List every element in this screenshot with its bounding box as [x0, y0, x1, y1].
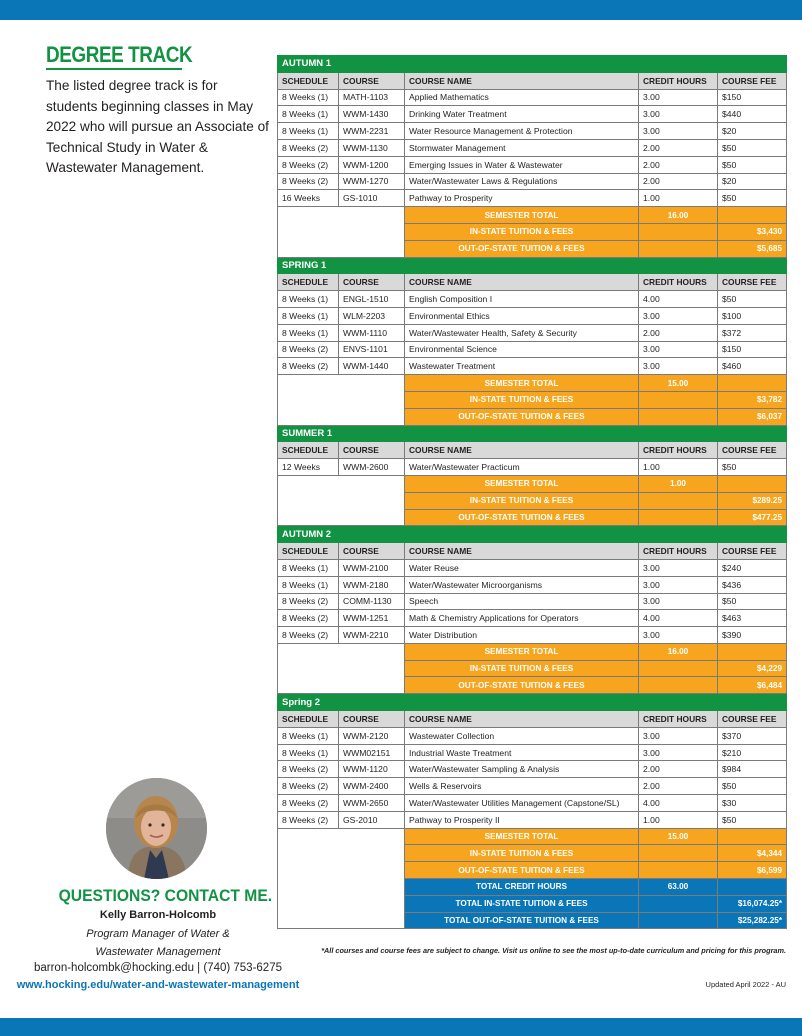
semester-name: Spring 2 — [278, 694, 787, 711]
course-fee: $50 — [718, 156, 787, 173]
column-header: COURSE — [339, 711, 405, 728]
semester-total-label: SEMESTER TOTAL — [405, 207, 639, 224]
course-fee: $100 — [718, 307, 787, 324]
blank-total-cell — [639, 223, 718, 240]
course-credit-hours: 3.00 — [639, 89, 718, 106]
blank-cell — [278, 643, 405, 693]
blank-total-cell — [639, 895, 718, 912]
total-credit-label: TOTAL CREDIT HOURS — [405, 879, 639, 896]
column-header: COURSE — [339, 543, 405, 560]
course-schedule: 8 Weeks (2) — [278, 593, 339, 610]
course-fee: $30 — [718, 795, 787, 812]
course-fee: $984 — [718, 761, 787, 778]
course-name: Environmental Science — [405, 341, 639, 358]
column-header: COURSE NAME — [405, 543, 639, 560]
course-credit-hours: 1.00 — [639, 190, 718, 207]
intro-paragraph: The listed degree track is for students beginning classes in May 2022 who will pursue an Associate of Technical Study in Water & Wastewater Management. — [46, 78, 269, 175]
column-header-row — [278, 72, 787, 89]
course-name: Water/Wastewater Health, Safety & Security — [405, 324, 639, 341]
course-row — [278, 576, 787, 593]
semester-total-credits: 15.00 — [639, 828, 718, 845]
course-code: WWM-2600 — [339, 459, 405, 476]
course-row — [278, 744, 787, 761]
out-state-label: OUT-OF-STATE TUITION & FEES — [405, 509, 639, 526]
course-row — [278, 727, 787, 744]
course-schedule: 8 Weeks (2) — [278, 156, 339, 173]
blank-total-cell — [639, 509, 718, 526]
total-in-state-label: TOTAL IN-STATE TUITION & FEES — [405, 895, 639, 912]
course-row — [278, 341, 787, 358]
column-header: SCHEDULE — [278, 711, 339, 728]
course-row — [278, 778, 787, 795]
course-fee: $463 — [718, 610, 787, 627]
course-row — [278, 459, 787, 476]
course-credit-hours: 4.00 — [639, 291, 718, 308]
course-credit-hours: 3.00 — [639, 576, 718, 593]
in-state-label: IN-STATE TUITION & FEES — [405, 660, 639, 677]
course-fee: $436 — [718, 576, 787, 593]
course-fee: $370 — [718, 727, 787, 744]
column-header-row — [278, 274, 787, 291]
column-header-row — [278, 711, 787, 728]
course-name: Drinking Water Treatment — [405, 106, 639, 123]
blank-total-cell — [718, 643, 787, 660]
course-code: WWM-1440 — [339, 358, 405, 375]
course-schedule: 8 Weeks (2) — [278, 173, 339, 190]
course-code: WWM-2120 — [339, 727, 405, 744]
course-credit-hours: 3.00 — [639, 358, 718, 375]
total-credit-hours: 63.00 — [639, 879, 718, 896]
total-row — [278, 207, 787, 224]
semester-total-credits: 15.00 — [639, 375, 718, 392]
semester-header-row — [278, 257, 787, 274]
column-header: COURSE FEE — [718, 274, 787, 291]
contact-email-phone[interactable]: barron-holcombk@hocking.edu | (740) 753-6275 — [33, 962, 282, 974]
course-name: Wells & Reservoirs — [405, 778, 639, 795]
course-name: Water/Wastewater Laws & Regulations — [405, 173, 639, 190]
course-credit-hours: 3.00 — [639, 106, 718, 123]
column-header: SCHEDULE — [278, 442, 339, 459]
course-credit-hours: 2.00 — [639, 173, 718, 190]
course-schedule: 8 Weeks (1) — [278, 123, 339, 140]
blank-total-cell — [639, 862, 718, 879]
course-schedule: 8 Weeks (2) — [278, 627, 339, 644]
course-schedule: 8 Weeks (1) — [278, 291, 339, 308]
course-credit-hours: 3.00 — [639, 744, 718, 761]
contact-role — [20, 925, 296, 961]
column-header: COURSE FEE — [718, 72, 787, 89]
column-header: CREDIT HOURS — [639, 543, 718, 560]
portrait-image — [106, 778, 207, 879]
course-code: WLM-2203 — [339, 307, 405, 324]
course-code: WWM02151 — [339, 744, 405, 761]
course-row — [278, 324, 787, 341]
course-credit-hours: 2.00 — [639, 139, 718, 156]
blank-total-cell — [639, 240, 718, 257]
course-credit-hours: 3.00 — [639, 341, 718, 358]
course-credit-hours: 4.00 — [639, 795, 718, 812]
in-state-label: IN-STATE TUITION & FEES — [405, 223, 639, 240]
total-row — [278, 475, 787, 492]
column-header-row — [278, 442, 787, 459]
course-schedule: 12 Weeks — [278, 459, 339, 476]
out-state-total: $6,599 — [718, 862, 787, 879]
semester-total-credits: 16.00 — [639, 643, 718, 660]
column-header: COURSE FEE — [718, 711, 787, 728]
semester-total-credits: 16.00 — [639, 207, 718, 224]
course-row — [278, 123, 787, 140]
column-header: COURSE NAME — [405, 442, 639, 459]
blank-total-cell — [639, 391, 718, 408]
course-row — [278, 106, 787, 123]
column-header: CREDIT HOURS — [639, 711, 718, 728]
out-state-label: OUT-OF-STATE TUITION & FEES — [405, 408, 639, 425]
total-out-state-label: TOTAL OUT-OF-STATE TUITION & FEES — [405, 912, 639, 929]
course-code: WWM-1110 — [339, 324, 405, 341]
title-underline — [46, 68, 182, 70]
course-fee: $372 — [718, 324, 787, 341]
course-fee: $150 — [718, 89, 787, 106]
course-row — [278, 593, 787, 610]
course-credit-hours: 3.00 — [639, 593, 718, 610]
course-row — [278, 795, 787, 812]
course-name: Pathway to Prosperity — [405, 190, 639, 207]
course-fee: $50 — [718, 811, 787, 828]
course-credit-hours: 3.00 — [639, 727, 718, 744]
course-row — [278, 811, 787, 828]
course-fee: $210 — [718, 744, 787, 761]
degree-track-table-container — [277, 55, 786, 929]
course-schedule: 8 Weeks (1) — [278, 324, 339, 341]
semester-name: AUTUMN 1 — [278, 56, 787, 73]
in-state-label: IN-STATE TUITION & FEES — [405, 492, 639, 509]
course-row — [278, 627, 787, 644]
out-state-total: $6,484 — [718, 677, 787, 694]
course-code: WWM-1200 — [339, 156, 405, 173]
course-credit-hours: 2.00 — [639, 761, 718, 778]
column-header-row — [278, 543, 787, 560]
out-state-total: $477.25 — [718, 509, 787, 526]
course-schedule: 8 Weeks (2) — [278, 358, 339, 375]
course-fee: $20 — [718, 123, 787, 140]
course-code: GS-1010 — [339, 190, 405, 207]
course-code: WWM-2650 — [339, 795, 405, 812]
course-name: Water/Wastewater Practicum — [405, 459, 639, 476]
total-row — [278, 828, 787, 845]
course-fee: $50 — [718, 190, 787, 207]
semester-name: SPRING 1 — [278, 257, 787, 274]
course-name: Stormwater Management — [405, 139, 639, 156]
course-name: Applied Mathematics — [405, 89, 639, 106]
column-header: SCHEDULE — [278, 72, 339, 89]
contact-role-line1: Program Manager of Water & — [86, 928, 230, 940]
total-row — [278, 375, 787, 392]
course-schedule: 8 Weeks (1) — [278, 307, 339, 324]
course-row — [278, 761, 787, 778]
in-state-total: $3,782 — [718, 391, 787, 408]
course-credit-hours: 4.00 — [639, 610, 718, 627]
course-row — [278, 291, 787, 308]
course-credit-hours: 3.00 — [639, 559, 718, 576]
blank-total-cell — [718, 879, 787, 896]
course-name: Industrial Waste Treatment — [405, 744, 639, 761]
course-schedule: 8 Weeks (2) — [278, 761, 339, 778]
column-header: CREDIT HOURS — [639, 72, 718, 89]
course-row — [278, 358, 787, 375]
column-header: COURSE FEE — [718, 442, 787, 459]
course-credit-hours: 2.00 — [639, 324, 718, 341]
blank-cell — [278, 375, 405, 425]
contact-photo — [106, 778, 207, 879]
course-schedule: 8 Weeks (2) — [278, 811, 339, 828]
course-row — [278, 139, 787, 156]
course-code: ENGL-1510 — [339, 291, 405, 308]
course-fee: $50 — [718, 291, 787, 308]
course-fee: $50 — [718, 593, 787, 610]
degree-track-table — [277, 55, 787, 929]
course-row — [278, 610, 787, 627]
out-state-total: $5,685 — [718, 240, 787, 257]
column-header: CREDIT HOURS — [639, 274, 718, 291]
out-state-label: OUT-OF-STATE TUITION & FEES — [405, 677, 639, 694]
total-row — [278, 643, 787, 660]
course-fee: $240 — [718, 559, 787, 576]
course-fee: $20 — [718, 173, 787, 190]
in-state-label: IN-STATE TUITION & FEES — [405, 845, 639, 862]
semester-total-label: SEMESTER TOTAL — [405, 643, 639, 660]
course-name: English Composition I — [405, 291, 639, 308]
course-code: COMM-1130 — [339, 593, 405, 610]
course-schedule: 16 Weeks — [278, 190, 339, 207]
course-code: WWM-1120 — [339, 761, 405, 778]
blank-total-cell — [718, 207, 787, 224]
course-row — [278, 190, 787, 207]
course-schedule: 8 Weeks (1) — [278, 89, 339, 106]
course-code: ENVS-1101 — [339, 341, 405, 358]
course-name: Wastewater Collection — [405, 727, 639, 744]
course-schedule: 8 Weeks (1) — [278, 576, 339, 593]
course-fee: $150 — [718, 341, 787, 358]
course-code: WWM-1251 — [339, 610, 405, 627]
updated-date: Updated April 2022 - AU — [705, 980, 786, 989]
course-name: Wastewater Treatment — [405, 358, 639, 375]
course-schedule: 8 Weeks (2) — [278, 610, 339, 627]
course-schedule: 8 Weeks (2) — [278, 795, 339, 812]
semester-total-credits: 1.00 — [639, 475, 718, 492]
course-fee: $50 — [718, 139, 787, 156]
blank-total-cell — [639, 912, 718, 929]
course-fee: $50 — [718, 778, 787, 795]
blank-total-cell — [639, 677, 718, 694]
contact-name: Kelly Barron-Holcomb — [99, 909, 217, 921]
course-name: Pathway to Prosperity II — [405, 811, 639, 828]
course-code: MATH-1103 — [339, 89, 405, 106]
out-state-label: OUT-OF-STATE TUITION & FEES — [405, 240, 639, 257]
course-name: Math & Chemistry Applications for Operators — [405, 610, 639, 627]
course-code: WWM-1270 — [339, 173, 405, 190]
column-header: COURSE — [339, 442, 405, 459]
top-color-bar — [0, 0, 802, 20]
course-row — [278, 173, 787, 190]
course-schedule: 8 Weeks (1) — [278, 106, 339, 123]
course-code: WWM-1430 — [339, 106, 405, 123]
course-credit-hours: 2.00 — [639, 778, 718, 795]
semester-name: SUMMER 1 — [278, 425, 787, 442]
course-code: WWM-2400 — [339, 778, 405, 795]
course-name: Water/Wastewater Utilities Management (Capstone/SL) — [405, 795, 639, 812]
column-header: COURSE NAME — [405, 711, 639, 728]
course-fee: $50 — [718, 459, 787, 476]
course-code: WWM-2231 — [339, 123, 405, 140]
course-name: Environmental Ethics — [405, 307, 639, 324]
semester-total-label: SEMESTER TOTAL — [405, 475, 639, 492]
in-state-label: IN-STATE TUITION & FEES — [405, 391, 639, 408]
out-state-label: OUT-OF-STATE TUITION & FEES — [405, 862, 639, 879]
course-name: Water Resource Management & Protection — [405, 123, 639, 140]
course-code: WWM-1130 — [339, 139, 405, 156]
course-schedule: 8 Weeks (2) — [278, 778, 339, 795]
course-credit-hours: 1.00 — [639, 459, 718, 476]
course-name: Water Reuse — [405, 559, 639, 576]
column-header: COURSE NAME — [405, 274, 639, 291]
semester-header-row — [278, 526, 787, 543]
blank-total-cell — [639, 845, 718, 862]
blank-cell — [278, 828, 405, 929]
course-schedule: 8 Weeks (1) — [278, 744, 339, 761]
course-row — [278, 307, 787, 324]
course-schedule: 8 Weeks (2) — [278, 139, 339, 156]
course-code: GS-2010 — [339, 811, 405, 828]
bottom-color-bar — [0, 1018, 802, 1036]
course-code: WWM-2180 — [339, 576, 405, 593]
blank-total-cell — [639, 660, 718, 677]
in-state-total: $289.25 — [718, 492, 787, 509]
in-state-total: $4,229 — [718, 660, 787, 677]
column-header: CREDIT HOURS — [639, 442, 718, 459]
column-header: COURSE FEE — [718, 543, 787, 560]
course-credit-hours: 3.00 — [639, 627, 718, 644]
course-code: WWM-2210 — [339, 627, 405, 644]
course-name: Speech — [405, 593, 639, 610]
course-row — [278, 559, 787, 576]
course-credit-hours: 3.00 — [639, 307, 718, 324]
blank-total-cell — [639, 492, 718, 509]
column-header: SCHEDULE — [278, 274, 339, 291]
semester-header-row — [278, 694, 787, 711]
total-in-state: $16,074.25* — [718, 895, 787, 912]
semester-header-row — [278, 425, 787, 442]
blank-cell — [278, 207, 405, 257]
program-website-link[interactable]: www.hocking.edu/water-and-wastewater-management — [16, 979, 300, 991]
in-state-total: $4,344 — [718, 845, 787, 862]
course-schedule: 8 Weeks (1) — [278, 559, 339, 576]
course-fee: $440 — [718, 106, 787, 123]
course-schedule: 8 Weeks (1) — [278, 727, 339, 744]
column-header: COURSE NAME — [405, 72, 639, 89]
in-state-total: $3,430 — [718, 223, 787, 240]
fee-disclaimer: *All courses and course fees are subject to change. Visit us online to see the most up-to-date curriculum and pricing for this program. — [321, 946, 786, 955]
blank-total-cell — [639, 408, 718, 425]
blank-total-cell — [718, 475, 787, 492]
contact-heading: QUESTIONS? CONTACT ME. — [58, 886, 273, 905]
semester-total-label: SEMESTER TOTAL — [405, 375, 639, 392]
course-credit-hours: 1.00 — [639, 811, 718, 828]
out-state-total: $6,037 — [718, 408, 787, 425]
course-fee: $390 — [718, 627, 787, 644]
course-row — [278, 156, 787, 173]
column-header: COURSE — [339, 274, 405, 291]
course-code: WWM-2100 — [339, 559, 405, 576]
course-name: Emerging Issues in Water & Wastewater — [405, 156, 639, 173]
course-credit-hours: 3.00 — [639, 123, 718, 140]
semester-total-label: SEMESTER TOTAL — [405, 828, 639, 845]
blank-cell — [278, 475, 405, 525]
blank-total-cell — [718, 375, 787, 392]
blank-total-cell — [718, 828, 787, 845]
column-header: COURSE — [339, 72, 405, 89]
page-title: DEGREE TRACK — [46, 42, 193, 67]
course-name: Water/Wastewater Microorganisms — [405, 576, 639, 593]
contact-role-line2: Wastewater Management — [95, 946, 221, 958]
total-out-state: $25,282.25* — [718, 912, 787, 929]
semester-header-row — [278, 56, 787, 73]
course-fee: $460 — [718, 358, 787, 375]
course-schedule: 8 Weeks (2) — [278, 341, 339, 358]
course-name: Water Distribution — [405, 627, 639, 644]
column-header: SCHEDULE — [278, 543, 339, 560]
course-credit-hours: 2.00 — [639, 156, 718, 173]
semester-name: AUTUMN 2 — [278, 526, 787, 543]
course-row — [278, 89, 787, 106]
course-name: Water/Wastewater Sampling & Analysis — [405, 761, 639, 778]
